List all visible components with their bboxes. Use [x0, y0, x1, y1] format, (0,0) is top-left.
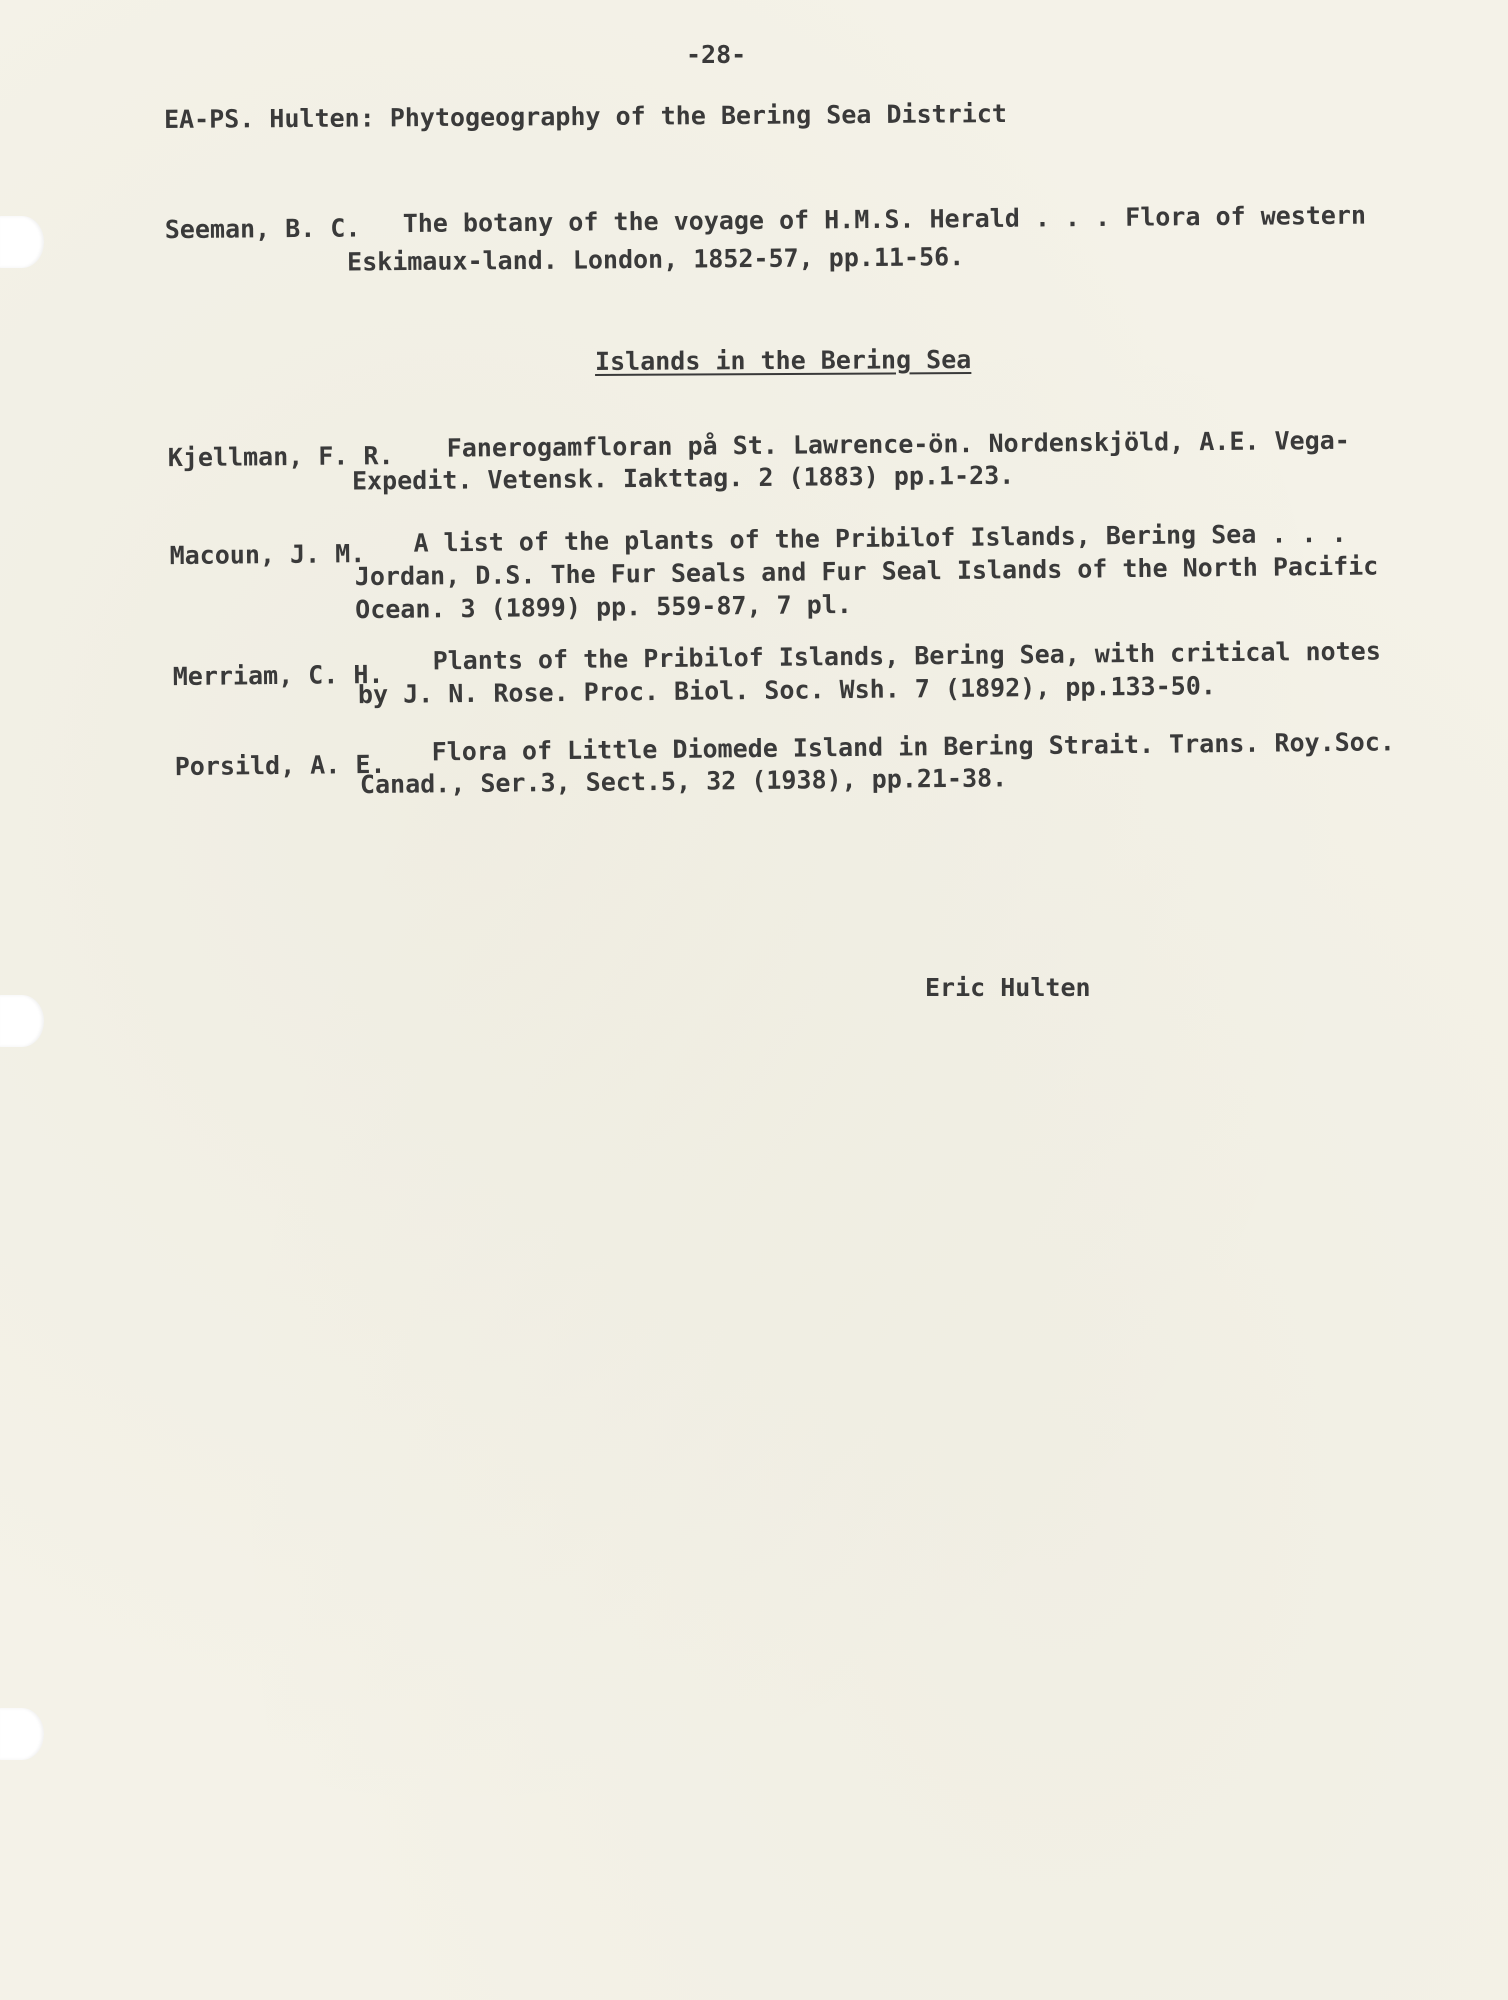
punch-hole	[0, 995, 44, 1047]
running-header: EA-PS. Hulten: Phytogeography of the Bering Sea District	[163, 99, 1007, 134]
entry-author: Macoun, J. M.	[169, 539, 366, 571]
section-heading: Islands in the Bering Sea	[594, 345, 972, 376]
entry-text-line: Flora of Little Diomede Island in Bering Strait. Trans. Roy.Soc.	[431, 727, 1396, 767]
entry-text-line: Jordan, D.S. The Fur Seals and Fur Seal Islands of the North Pacific	[354, 551, 1379, 592]
entry-author: Kjellman, F. R.	[167, 441, 394, 473]
entry-text-line: Canad., Ser.3, Sect.5, 32 (1938), pp.21-38.	[359, 763, 1008, 800]
signature: Eric Hulten	[925, 973, 1091, 1002]
entry-text-line: Plants of the Pribilof Islands, Bering Sea, with critical notes	[432, 636, 1381, 676]
entry-text-line: Eskimaux-land. London, 1852-57, pp.11-56.	[346, 242, 965, 277]
entry-text-line: Ocean. 3 (1899) pp. 559-87, 7 pl.	[355, 589, 853, 625]
entry-text-line: A list of the plants of the Pribilof Islands, Bering Sea . . .	[413, 518, 1347, 558]
entry-text-line: The botany of the voyage of H.M.S. Herald . . . Flora of western	[402, 200, 1367, 239]
entry-author: Seeman, B. C.	[164, 213, 361, 245]
entry-text-line: Fanerogamfloran på St. Lawrence-ön. Nordenskjöld, A.E. Vega-	[446, 425, 1350, 463]
punch-hole	[0, 1708, 44, 1760]
page-number: -28-	[686, 40, 747, 69]
entry-text-line: by J. N. Rose. Proc. Biol. Soc. Wsh. 7 (1892), pp.133-50.	[357, 671, 1217, 710]
entry-text-line: Expedit. Vetensk. Iakttag. 2 (1883) pp.1-23.	[351, 460, 1015, 496]
entry-author: Porsild, A. E.	[174, 749, 386, 782]
entry-author: Merriam, C. H.	[172, 659, 384, 692]
